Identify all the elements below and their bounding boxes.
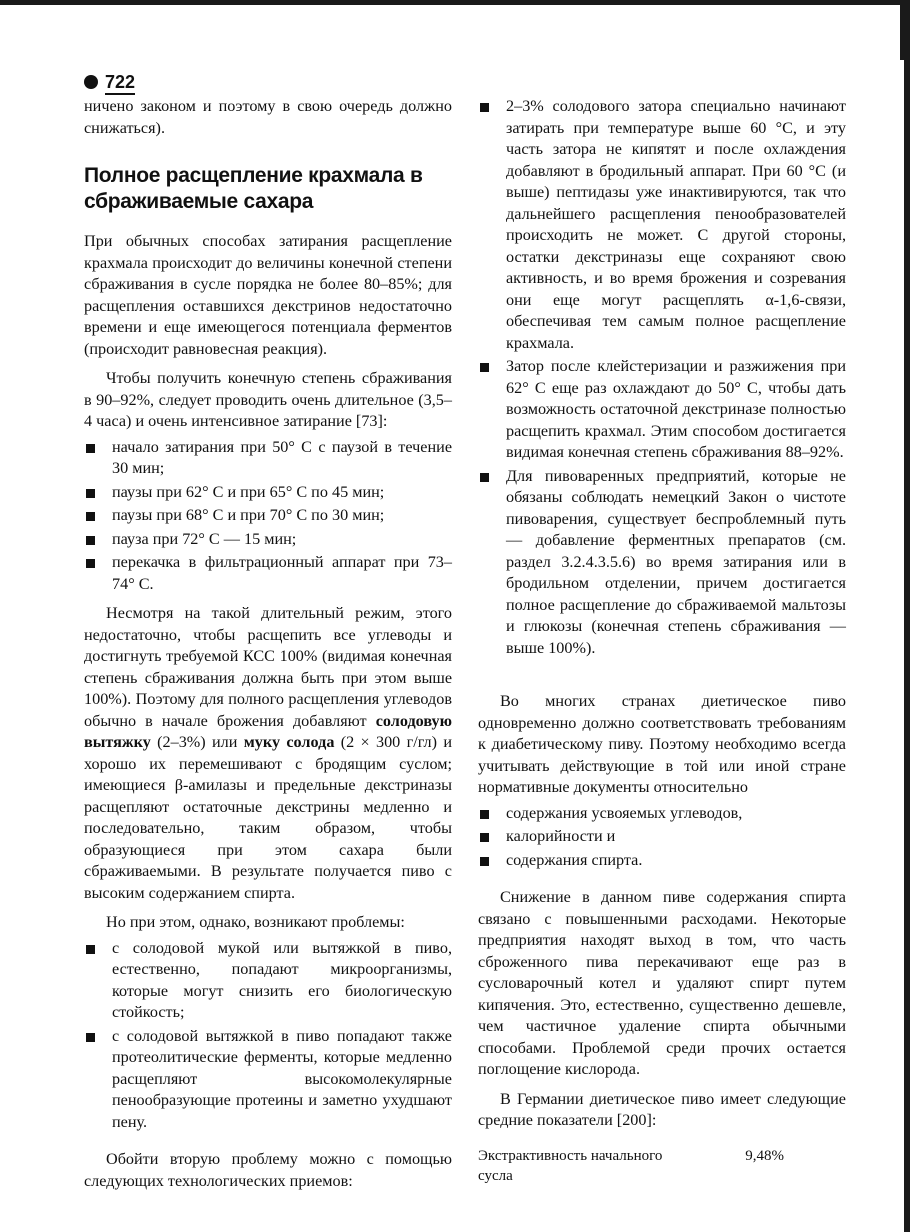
left-column bbox=[84, 96, 452, 1192]
list-item: Для пивоваренных предприятий, которые не обязаны соблюдать немецкий Закон о чистоте пивоварения, существует беспроблемный путь — добавление ферментных препаратов (см. раздел 3.2.4.3.5.6) во время затирания или в бродильном отделении, причем достигается полное расщепление до сбраживаемой мальтозы и глюкозы (конечная степень сбраживания — выше 100%). bbox=[478, 466, 846, 660]
problems-list bbox=[84, 938, 452, 1134]
paragraph-germany: В Германии диетическое пиво имеет следующие средние показатели [200]: bbox=[478, 1089, 846, 1129]
data-value: 9,48% bbox=[745, 1147, 784, 1164]
list-item: 2–3% солодового затора специально начинают затирать при температуре выше 60 °С, и эту часть затора не кипятят и после охлаждения добавляют в бродильный аппарат. При 60 °С (и выше) пептидазы уже инактивируются, так что дальнейшего расщепления пенообразователей происходить не может. С другой стороны, остатки декстриназы еще сохраняют свою активность, и во время брожения и созревания они еще могут расщеплять α-1,6-связи, обеспечивая тем самым полное расщепление крахмала. bbox=[478, 96, 846, 354]
list-item: паузы при 68° С и при 70° С по 30 мин; bbox=[84, 505, 452, 527]
list-item: начало затирания при 50° С с паузой в течение 30 мин; bbox=[84, 437, 452, 480]
section-heading: Полное расщепление крахмала в сбраживаемые сахара bbox=[84, 164, 423, 213]
list-item: содержания спирта. bbox=[478, 850, 846, 872]
continued-paragraph: ничено законом и поэтому в свою очередь должно снижаться). bbox=[84, 97, 452, 137]
page-number bbox=[84, 72, 135, 93]
paragraph-problems: Но при этом, однако, возникают проблемы: bbox=[106, 913, 405, 931]
data-label: Экстрактивность начального сусла bbox=[478, 1147, 663, 1184]
page-number-text: 722 bbox=[105, 72, 135, 95]
regulation-list bbox=[478, 803, 846, 872]
scan-edge-tick bbox=[900, 5, 904, 60]
right-column bbox=[478, 96, 846, 1186]
list-item: с солодовой мукой или вытяжкой в пиво, естественно, попадают микроорганизмы, которые могут снизить его биологическую стойкость; bbox=[84, 938, 452, 1024]
list-item: паузы при 62° С и при 65° С по 45 мин; bbox=[84, 482, 452, 504]
list-item: Затор после клейстеризации и разжижения при 62° С еще раз охлаждают до 50° С, чтобы дать возможность остаточной декстриназе полностью расщепить крахмал. Этим способом достигается видимая конечная степень сбраживания 88–92%. bbox=[478, 356, 846, 464]
paragraph-diabetic: Во многих странах диетическое пиво одновременно должно соответствовать требованиям к диабетическому пиву. Поэтому необходимо всегда учитывать действующие в той или иной стране нормативные документы относительно bbox=[478, 692, 846, 796]
paragraph-target: Чтобы получить конечную степень сбраживания в 90–92%, следует проводить очень длительное (3,5–4 часа) и очень интенсивное затирание [73]: bbox=[84, 369, 452, 430]
paragraph-workaround: Обойти вторую проблему можно с помощью следующих технологических приемов: bbox=[84, 1150, 452, 1190]
paragraph-despite: Несмотря на такой длительный режим, этого недостаточно, чтобы расщепить все углеводы и достигнуть требуемой КСС 100% (видимая конечная степень сбраживания должна быть при этом выше 100%). Поэтому для полного расщепления углеводов обычно в начале брожения добавляют солодовую вытяжку (2–3%) или муку солода (2 × 300 г/гл) и хорошо их перемешивают с бродящим суслом; имеющиеся β-амилазы и предельные декстриназы расщепляют остаточные декстрины медленно и последовательно, таким образом, чтобы образующиеся при этом сахара были сбраживаемыми. В результате получается пиво с высоким содержанием спирта. bbox=[84, 604, 452, 902]
data-row-extract bbox=[478, 1146, 846, 1186]
term-malt-extract: солодовую вытяжку bbox=[84, 711, 452, 751]
paragraph-intro: При обычных способах затирания расщепление крахмала происходит до величины конечной степени сбраживания в сусле порядка не более 80–85%; для расщепления оставшихся декстринов недостаточно времени и еще имеющегося потенциала ферментов (происходит равновесная реакция). bbox=[84, 232, 452, 358]
scan-edge-right bbox=[904, 0, 910, 1232]
paragraph-alcohol-reduction: Снижение в данном пиве содержания спирта связано с повышенными расходами. Некоторые предприятия находят выход в том, что часть сброженного пива перекачивают еще раз в сусловарочный котел и удаляют спирт путем кипячения. Это, естественно, существенно дешевле, чем частичное удаление спирта обычными способами. Проблемой среди прочих остается поглощение кислорода. bbox=[478, 888, 846, 1078]
list-item: с солодовой вытяжкой в пиво попадают также протеолитические ферменты, которые медленно расщепляют высокомолекулярные пенообразующие протеины и заметно ухудшают пену. bbox=[84, 1026, 452, 1134]
list-item: калорийности и bbox=[478, 826, 846, 848]
list-item: пауза при 72° С — 15 мин; bbox=[84, 529, 452, 551]
term-malt-flour: муку солода bbox=[243, 733, 335, 751]
list-item: содержания усвояемых углеводов, bbox=[478, 803, 846, 825]
page-marker-icon bbox=[84, 75, 98, 89]
scan-edge-top bbox=[0, 0, 910, 5]
mashing-schedule-list bbox=[84, 437, 452, 596]
techniques-list bbox=[478, 96, 846, 659]
list-item: перекачка в фильтрационный аппарат при 73–74° С. bbox=[84, 552, 452, 595]
